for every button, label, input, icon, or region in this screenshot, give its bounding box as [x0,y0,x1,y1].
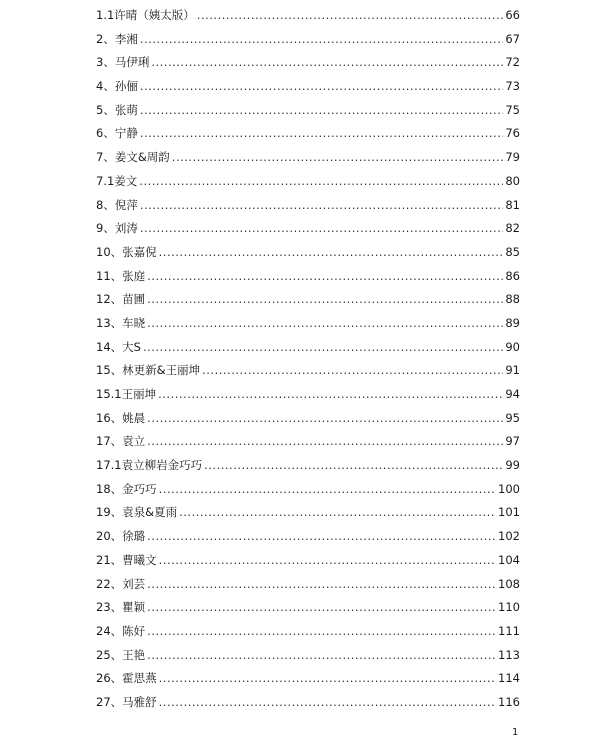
toc-entry-page: 94 [505,387,520,401]
toc-entry-page: 89 [505,315,520,330]
toc-entry[interactable] [96,99,520,123]
dot-leader [147,288,503,312]
toc-entry-title: 3、马伊琍 [96,55,150,70]
toc-entry-title: 11、张庭 [96,268,146,283]
toc-entry[interactable] [96,336,520,360]
toc-entry[interactable] [96,170,520,194]
toc-entry-page: 81 [505,197,520,212]
table-of-contents [96,4,520,715]
toc-entry-title: 24、陈好 [96,623,146,638]
dot-leader [147,573,496,597]
toc-entry[interactable] [96,667,520,691]
dot-leader [140,194,504,218]
toc-entry-page: 85 [505,244,520,259]
dot-leader [159,667,496,691]
toc-entry-title: 17、袁立 [96,434,146,449]
toc-entry-title: 14、大S [96,339,141,354]
toc-entry-title: 8、倪萍 [96,197,138,212]
toc-entry-title: 18、金巧巧 [96,481,157,496]
dot-leader [140,217,504,241]
toc-entry-page: 102 [498,529,520,544]
toc-entry-title: 21、曹曦文 [96,552,157,567]
toc-entry-page: 97 [505,434,520,449]
toc-entry-page: 104 [498,552,520,567]
dot-leader [158,383,503,407]
dot-leader [151,51,503,75]
toc-entry[interactable] [96,4,520,28]
toc-entry-title: 4、孙俪 [96,79,138,94]
page-number: 1 [512,727,519,738]
toc-entry-title: 13、车晓 [96,315,146,330]
dot-leader [159,478,496,502]
dot-leader [172,146,504,170]
dot-leader [147,644,496,668]
toc-entry[interactable] [96,596,520,620]
toc-entry-title: 17.1袁立柳岩金巧巧 [96,458,203,473]
toc-entry-title: 6、宁静 [96,126,138,141]
toc-entry-page: 75 [505,102,520,117]
toc-entry-page: 111 [498,623,520,638]
toc-entry-page: 86 [505,268,520,283]
toc-entry-page: 114 [498,671,520,686]
toc-entry[interactable] [96,241,520,265]
toc-entry[interactable] [96,573,520,597]
toc-entry-page: 95 [505,410,520,425]
toc-entry[interactable] [96,288,520,312]
toc-entry[interactable] [96,122,520,146]
toc-entry-title: 7、姜文&周韵 [96,150,170,165]
toc-entry[interactable] [96,312,520,336]
toc-entry-page: 73 [505,79,520,94]
toc-entry[interactable] [96,359,520,383]
toc-entry-title: 5、张萌 [96,102,138,117]
toc-entry[interactable] [96,51,520,75]
toc-entry-title: 15、林更新&王丽坤 [96,363,201,378]
toc-entry-page: 76 [505,126,520,141]
toc-entry-page: 113 [498,647,520,662]
dot-leader [143,336,503,360]
dot-leader [140,99,504,123]
toc-entry-title: 10、张嘉倪 [96,244,157,259]
toc-entry[interactable] [96,75,520,99]
toc-entry[interactable] [96,265,520,289]
toc-entry-title: 15.1王丽坤 [96,387,157,401]
toc-entry-title: 19、袁泉&夏雨 [96,505,178,520]
dot-leader [159,549,496,573]
dot-leader [140,75,504,99]
toc-entry-page: 82 [505,221,520,236]
dot-leader [179,501,496,525]
toc-entry-title: 20、徐璐 [96,529,146,544]
dot-leader [147,525,496,549]
dot-leader [140,122,504,146]
toc-entry[interactable] [96,525,520,549]
toc-entry[interactable] [96,407,520,431]
toc-entry-page: 72 [505,55,520,70]
toc-entry[interactable] [96,430,520,454]
toc-entry-page: 90 [505,339,520,354]
toc-entry[interactable] [96,644,520,668]
toc-entry[interactable] [96,549,520,573]
toc-entry[interactable] [96,146,520,170]
toc-entry-page: 108 [498,576,520,591]
toc-entry-title: 12、苗圃 [96,292,146,307]
dot-leader [197,4,504,28]
toc-entry[interactable] [96,217,520,241]
toc-entry-page: 100 [498,481,520,496]
toc-entry[interactable] [96,501,520,525]
toc-entry-title: 27、马雅舒 [96,694,157,709]
toc-entry-title: 16、姚晨 [96,410,146,425]
toc-entry-title: 25、王艳 [96,647,146,662]
dot-leader [147,407,503,431]
toc-entry[interactable] [96,478,520,502]
toc-entry-page: 116 [498,694,520,709]
toc-entry-title: 2、李湘 [96,31,138,46]
toc-entry[interactable] [96,28,520,52]
dot-leader [202,359,503,383]
dot-leader [147,596,496,620]
toc-entry-page: 101 [498,505,520,520]
toc-entry-title: 7.1姜文 [96,173,138,188]
toc-entry-title: 1.1许晴（姨太版） [96,8,195,22]
toc-entry-page: 91 [505,363,520,378]
dot-leader [139,170,503,194]
toc-entry-title: 9、刘涛 [96,221,138,236]
dot-leader [147,620,496,644]
toc-entry-page: 80 [505,173,520,188]
toc-entry[interactable] [96,194,520,218]
toc-entry[interactable] [96,454,520,478]
dot-leader [147,312,503,336]
toc-entry-page: 67 [505,31,520,46]
toc-entry-title: 26、霍思燕 [96,671,157,686]
dot-leader [159,241,504,265]
toc-entry-title: 22、刘芸 [96,576,146,591]
toc-entry-page: 99 [505,458,520,473]
dot-leader [204,454,503,478]
toc-entry[interactable] [96,383,520,407]
toc-entry[interactable] [96,620,520,644]
toc-entry-page: 79 [505,150,520,165]
dot-leader [159,691,496,715]
toc-entry[interactable] [96,691,520,715]
dot-leader [147,265,503,289]
toc-entry-title: 23、瞿颖 [96,600,146,615]
dot-leader [147,430,503,454]
dot-leader [140,28,504,52]
toc-entry-page: 66 [505,8,520,22]
toc-entry-page: 88 [505,292,520,307]
toc-entry-page: 110 [498,600,520,615]
